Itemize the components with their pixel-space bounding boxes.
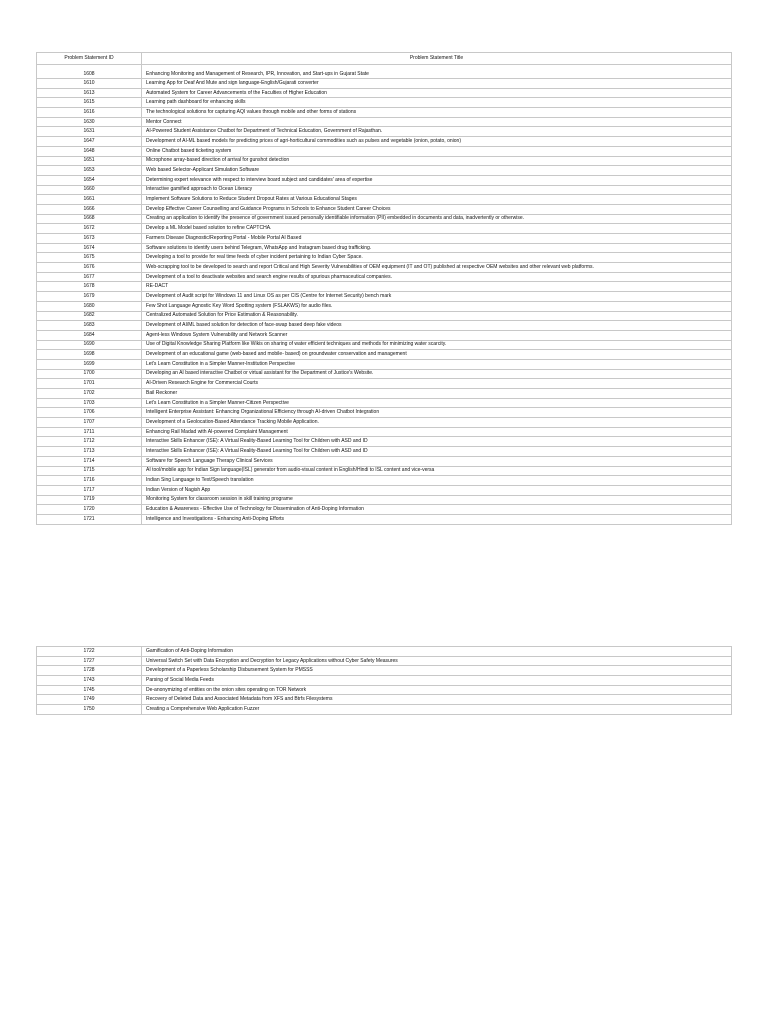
problem-statement-title: Development of a Geolocation-Based Attendance Tracking Mobile Application. [142,418,732,428]
table-row [37,253,732,263]
table-row [37,282,732,292]
table-header-row [37,53,732,65]
problem-statement-title: Enhancing Monitoring and Management of Research, IPR, Innovation, and Start-ups in Gujarat State [142,65,732,79]
table-row [37,301,732,311]
problem-statement-title: Bail Reckoner [142,389,732,399]
table-row [37,137,732,147]
problem-statement-id: 1713 [37,447,142,457]
problem-statement-id: 1631 [37,127,142,137]
problem-statement-id: 1653 [37,166,142,176]
table-row [37,311,732,321]
table-row [37,224,732,234]
problem-statement-id: 1680 [37,301,142,311]
problem-statement-id: 1672 [37,224,142,234]
problem-statement-id: 1651 [37,156,142,166]
problem-statement-title: Interactive gamified approach to Ocean Literacy [142,185,732,195]
problem-statement-title: Develop a ML Model based solution to refine CAPTCHA. [142,224,732,234]
problem-statement-id: 1647 [37,137,142,147]
problem-statement-id: 1698 [37,350,142,360]
problem-statement-title: Development of a Paperless Scholarship Disbursement System for PMSSS [142,666,732,676]
table-row [37,685,732,695]
table-row [37,117,732,127]
problem-statement-id: 1661 [37,195,142,205]
table-row [37,676,732,686]
table-row [37,272,732,282]
problem-statement-title: Learning App for Deaf And Mute and sign language-English/Gujarati converter [142,79,732,89]
table-row [37,88,732,98]
table-row [37,166,732,176]
table-row [37,647,732,657]
problem-statement-title: Interactive Skills Enhancer (ISE): A Virtual Reality-Based Learning Tool for Children with ASD and ID [142,447,732,457]
problem-statement-id: 1675 [37,253,142,263]
problem-statement-id: 1613 [37,88,142,98]
problem-statement-id: 1721 [37,514,142,524]
table-row [37,65,732,79]
table-row [37,427,732,437]
table-row [37,321,732,331]
problem-statement-id: 1676 [37,263,142,273]
problem-statement-id: 1668 [37,214,142,224]
problem-statement-title: Few Shot Language Agnostic Key Word Spotting system (FSLAKWS) for audio files. [142,301,732,311]
table-row [37,495,732,505]
table-row [37,204,732,214]
problem-statement-title: Online Chatbot based ticketing system [142,146,732,156]
table-row [37,389,732,399]
problem-statement-title: Indian Version of Nagish App [142,485,732,495]
problem-statement-id: 1673 [37,234,142,244]
problem-statement-title: Developing an AI based interactive Chatbot or virtual assistant for the Department of Justice's Website. [142,369,732,379]
problem-statement-title: Recovery of Deleted Data and Associated Metadata from XFS and Btrfs Filesystems [142,695,732,705]
table-row [37,456,732,466]
problem-statement-title: AI-Powered Student Assistance Chatbot for Department of Technical Education, Government of Rajasthan. [142,127,732,137]
problem-statement-title: The technological solutions for capturing AQI values through mobile and other forms of stations [142,108,732,118]
problem-statement-id: 1719 [37,495,142,505]
problem-statement-id: 1666 [37,204,142,214]
problem-statement-id: 1701 [37,379,142,389]
problem-statement-id: 1728 [37,666,142,676]
problem-statement-id: 1683 [37,321,142,331]
problem-statement-id: 1690 [37,340,142,350]
problem-statement-id: 1722 [37,647,142,657]
problem-statement-title: RE-DACT [142,282,732,292]
problem-statement-id: 1743 [37,676,142,686]
problem-statements-table-continued [36,646,732,715]
table-row [37,79,732,89]
problem-statement-id: 1699 [37,359,142,369]
problem-statement-id: 1714 [37,456,142,466]
table-row [37,398,732,408]
table-row [37,485,732,495]
problem-statement-id: 1654 [37,175,142,185]
problem-statement-title: Developing a tool to provide for real time feeds of cyber incident pertaining to Indian Cyber Space. [142,253,732,263]
problem-statement-id: 1615 [37,98,142,108]
problem-statement-title: Development of an educational game (web-based and mobile- based) on groundwater conservation and management [142,350,732,360]
problem-statement-id: 1679 [37,292,142,302]
table-row [37,476,732,486]
problem-statement-id: 1610 [37,79,142,89]
problem-statement-id: 1674 [37,243,142,253]
problem-statement-id: 1700 [37,369,142,379]
table-row [37,108,732,118]
table-row [37,359,732,369]
table-row [37,695,732,705]
problem-statement-title: AI-Driven Research Engine for Commercial Courts [142,379,732,389]
problem-statement-title: Universal Switch Set with Data Encryption and Decryption for Legacy Applications without Cyber Safety Measures [142,656,732,666]
problem-statement-title: Use of Digital Knowledge Sharing Platform like Wikis on sharing of water efficient techniques and methods for minimizing water scarcity. [142,340,732,350]
problem-statement-id: 1703 [37,398,142,408]
problem-statement-id: 1712 [37,437,142,447]
header-problem-statement-title: Problem Statement Title [142,53,732,65]
problem-statement-id: 1660 [37,185,142,195]
problem-statement-title: Development of a tool to deactivate websites and search engine results of spurious pharmaceutical companies. [142,272,732,282]
problem-statement-title: Monitoring System for classroom session in skill training programe [142,495,732,505]
table-row [37,263,732,273]
table-row [37,330,732,340]
table-row [37,214,732,224]
problem-statement-id: 1706 [37,408,142,418]
problem-statement-title: Intelligent Enterprise Assistant: Enhancing Organizational Efficiency through AI-driven Chatbot Integration [142,408,732,418]
problem-statement-id: 1720 [37,505,142,515]
table-row [37,350,732,360]
problem-statement-id: 1715 [37,466,142,476]
table-row [37,666,732,676]
table-row [37,437,732,447]
problem-statement-id: 1711 [37,427,142,437]
table-row [37,408,732,418]
problem-statement-title: Intelligence and Investigations - Enhancing Anti-Doping Efforts [142,514,732,524]
problem-statement-id: 1608 [37,65,142,79]
table-row [37,379,732,389]
problem-statement-id: 1716 [37,476,142,486]
problem-statement-title: Gamification of Anti-Doping Information [142,647,732,657]
table-row [37,505,732,515]
table-row [37,466,732,476]
problem-statement-id: 1648 [37,146,142,156]
table-body-page-2 [37,647,732,715]
table-row [37,656,732,666]
problem-statement-title: De-anonymizing of entities on the onion sites operating on TOR Network [142,685,732,695]
problem-statement-title: Development of Audit script for Windows 11 and Linux OS as per CIS (Centre for Internet Security) bench mark [142,292,732,302]
problem-statement-title: Let's Learn Constitution in a Simpler Manner-Institution Perspective [142,359,732,369]
problem-statement-title: Mentor Connect [142,117,732,127]
problem-statement-id: 1616 [37,108,142,118]
problem-statements-table [36,52,732,525]
problem-statement-title: Microphone array-based direction of arrival for gunshot detection [142,156,732,166]
problem-statement-title: Centralized Automated Solution for Price Estimation & Reasonability. [142,311,732,321]
table-row [37,243,732,253]
problem-statement-title: Parsing of Social Media Feeds [142,676,732,686]
problem-statement-title: Determining expert relevance with respect to interview board subject and candidates' area of expertise [142,175,732,185]
table-row [37,156,732,166]
problem-statement-title: Creating a Comprehensive Web Application Fuzzer [142,705,732,715]
table-row [37,418,732,428]
problem-statement-id: 1702 [37,389,142,399]
problem-statement-title: Develop Effective Career Counselling and Guidance Programs in Schools to Enhance Student Career Choices [142,204,732,214]
problem-statement-id: 1678 [37,282,142,292]
table-row [37,292,732,302]
table-row [37,340,732,350]
problem-statement-title: Education & Awareness - Effective Use of Technology for Dissemination of Anti-Doping Information [142,505,732,515]
table-row [37,185,732,195]
problem-statement-title: AI tool/mobile app for Indian Sign language(ISL) generator from audio-visual content in English/Hindi to ISL content and vice-versa [142,466,732,476]
problem-statement-title: Web based Selector-Applicant Simulation Software [142,166,732,176]
table-row [37,234,732,244]
problem-statement-title: Development of AI-ML based models for predicting prices of agri-horticultural commodities such as pulses and vegetable (onion, potato, onion) [142,137,732,147]
problem-statement-title: Automated System for Career Advancements of the Faculties of Higher Education [142,88,732,98]
problem-statement-id: 1727 [37,656,142,666]
problem-statement-title: Creating an application to identify the presence of government issued personally identifiable information (PII) embedded in documents and data, inadvertently or otherwise. [142,214,732,224]
problem-statement-id: 1677 [37,272,142,282]
problem-statement-title: Indian Sing Language to Text/Speech translation [142,476,732,486]
problem-statement-id: 1745 [37,685,142,695]
table-row [37,447,732,457]
problem-statement-id: 1682 [37,311,142,321]
problem-statement-id: 1749 [37,695,142,705]
problem-statement-id: 1684 [37,330,142,340]
problem-statement-title: Farmers Disease Diagnostic/Reporting Portal - Mobile Portal AI Based [142,234,732,244]
table-row [37,705,732,715]
header-problem-statement-id: Problem Statement ID [37,53,142,65]
table-row [37,146,732,156]
problem-statement-title: Enhancing Rail Madad with AI-powered Complaint Management [142,427,732,437]
table-row [37,514,732,524]
table-row [37,195,732,205]
table-row [37,127,732,137]
table-row [37,98,732,108]
problem-statement-title: Implement Software Solutions to Reduce Student Dropout Rates at Various Educational Stages [142,195,732,205]
problem-statement-id: 1750 [37,705,142,715]
problem-statement-title: Learning path dashboard for enhancing skills [142,98,732,108]
problem-statement-title: Software for Speech Language Therapy Clinical Services [142,456,732,466]
table-row [37,369,732,379]
problem-statement-title: Web-scrapping tool to be developed to search and report Critical and High Severity Vulnerabilities of OEM equipment (IT and OT) published at respective OEM websites and other relevant web platforms. [142,263,732,273]
table-row [37,175,732,185]
problem-statement-title: Agent-less Windows System Vulnerability and Network Scanner [142,330,732,340]
problem-statement-title: Development of AI/ML based solution for detection of face-swap based deep fake videos [142,321,732,331]
problem-statement-title: Let's Learn Constitution in a Simpler Manner-Citizen Perspective [142,398,732,408]
problem-statement-title: Software solutions to identify users behind Telegram, WhatsApp and Instagram based drug trafficking. [142,243,732,253]
table-body-page-1 [37,65,732,525]
problem-statement-title: Interactive Skills Enhancer (ISE): A Virtual Reality-Based Learning Tool for Children with ASD and ID [142,437,732,447]
problem-statement-id: 1717 [37,485,142,495]
problem-statement-id: 1630 [37,117,142,127]
problem-statement-id: 1707 [37,418,142,428]
